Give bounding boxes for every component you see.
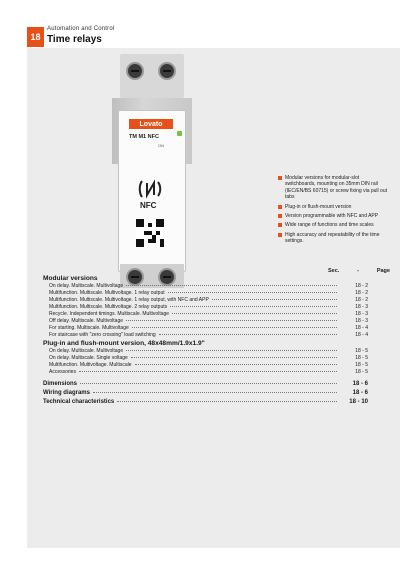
toc-entry[interactable]: Multifunction. Multiscale. Multivoltage. 1 relay output 18 - 2 (49, 290, 368, 296)
toc-entry[interactable]: Multifunction. Multiscale. Multivoltage. 1 relay output, with NFC and APP 18 - 2 (49, 297, 368, 303)
feature-item: Wide range of functions and time scales (278, 222, 390, 228)
feature-item: Modular versions for modular-slot switchboards, mounting on 35mm DIN rail (IEC/EN/BS 60715) or screw fixing via pull out tabs (278, 175, 390, 201)
page-title: Time relays (47, 34, 102, 45)
qr-code-icon (136, 219, 164, 247)
bullet-icon (278, 214, 282, 218)
feature-list (278, 175, 390, 248)
toc-entry[interactable]: On delay. Multiscale. Multivoltage 18 - 5 (49, 348, 368, 354)
toc-entry[interactable]: Accessories 18 - 5 (49, 369, 368, 375)
toc-section-heading: Modular versions (43, 275, 98, 282)
led-label: ON (158, 143, 164, 148)
sec-column-header: Sec. (328, 268, 340, 274)
toc-entry[interactable]: For staircase with "zero crossing" load switching 18 - 4 (49, 332, 368, 338)
toc-section-heading: Plug-in and flush-mount version, 48x48mm/1.9x1.9" (43, 340, 205, 347)
bullet-icon (278, 233, 282, 237)
terminal-screw-icon (158, 62, 176, 80)
toc-main-entry[interactable]: Technical characteristics 18 - 10 (43, 399, 368, 405)
bullet-icon (278, 176, 282, 180)
feature-item: Version programmable with NFC and APP (278, 213, 390, 219)
toc-entry[interactable]: Multifunction. Multivoltage. Multiscale 18 - 5 (49, 362, 368, 368)
toc-entry[interactable]: On delay. Multiscale. Multivoltage 18 - 2 (49, 283, 368, 289)
terminal-block-top (120, 54, 184, 98)
toc-main-entry[interactable]: Dimensions 18 - 6 (43, 381, 368, 387)
toc-entry[interactable]: On delay. Multiscale. Single voltage 18 - 5 (49, 355, 368, 361)
terminal-screw-icon (126, 62, 144, 80)
section-number-badge: 18 (27, 27, 44, 47)
device-front-panel (118, 110, 186, 272)
catalogue-section-label: Automation and Control (47, 26, 115, 32)
model-label: TM M1 NFC (129, 134, 159, 140)
column-separator: - (357, 268, 359, 274)
nfc-label: NFC (140, 201, 157, 210)
status-led-icon (177, 131, 182, 136)
page-column-header: Page (376, 268, 390, 274)
page-header (0, 0, 400, 48)
toc-entry[interactable]: Recycle. Independent timings. Multiscale. Multivoltage 18 - 3 (49, 311, 368, 317)
toc-entry[interactable]: For starting. Multiscale. Multivoltage 18 - 4 (49, 325, 368, 331)
nfc-icon (138, 179, 164, 199)
bullet-icon (278, 223, 282, 227)
brand-logo: Lovato (129, 119, 173, 129)
time-relay-product-image (112, 54, 196, 284)
feature-item: High accuracy and repeatability of the time settings. (278, 232, 390, 245)
table-of-contents (43, 274, 368, 407)
toc-main-entry[interactable]: Wiring diagrams 18 - 6 (43, 390, 368, 396)
toc-entry[interactable]: Multifunction. Multiscale. Multivoltage. 2 relay outputs 18 - 3 (49, 304, 368, 310)
toc-entry[interactable]: Off delay. Multiscale. Multivoltage 18 - 3 (49, 318, 368, 324)
feature-item: Plug-in or flush-mount version (278, 204, 390, 210)
bullet-icon (278, 205, 282, 209)
